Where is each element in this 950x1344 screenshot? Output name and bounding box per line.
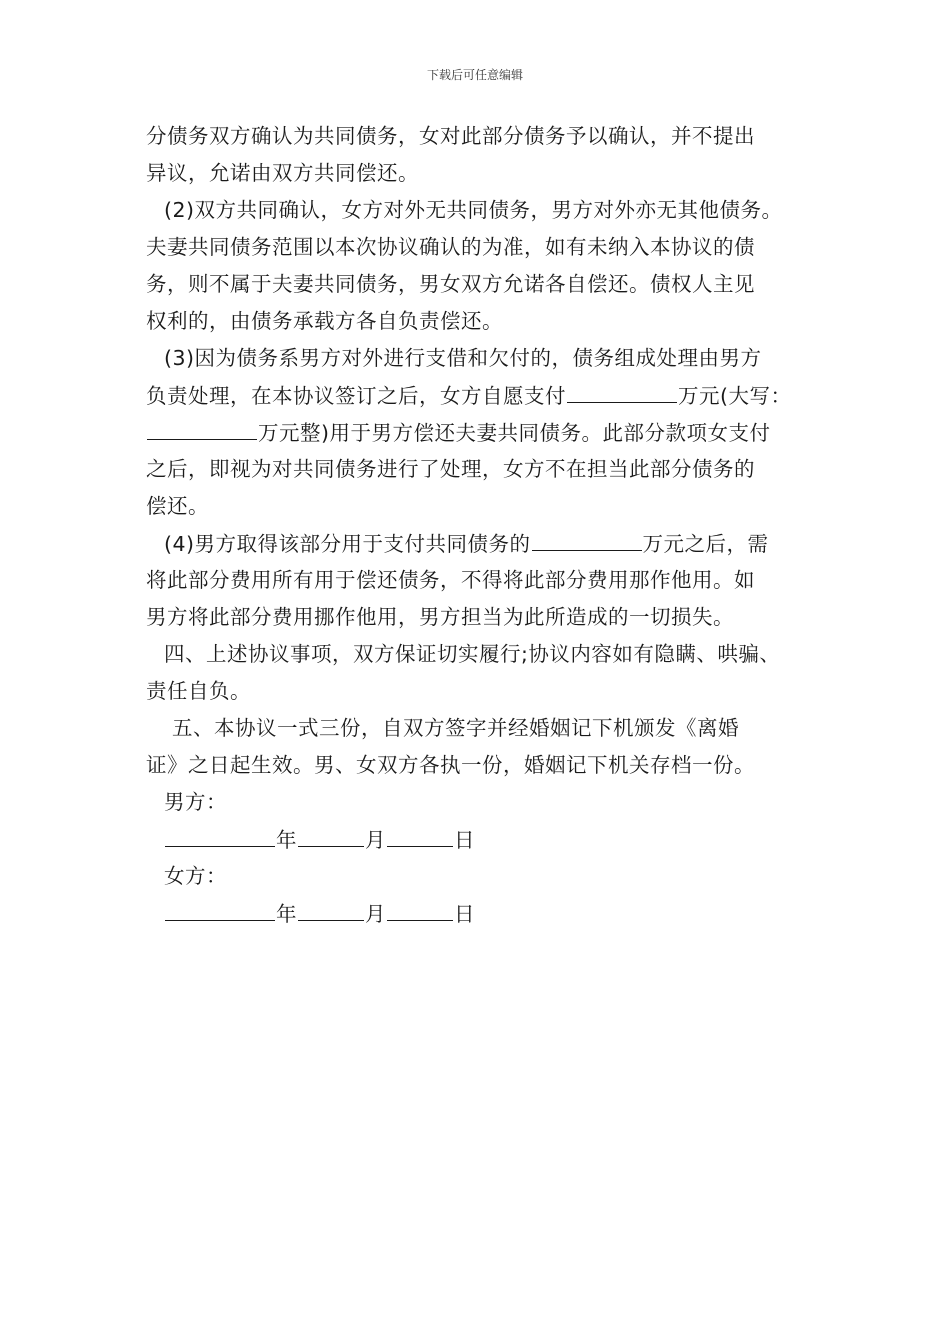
day-label: 日 (454, 828, 475, 852)
paragraph-line: 夫妻共同债务范围以本次协议确认的为准，如有未纳入本协议的债 (146, 235, 755, 259)
paragraph-line: (2)双方共同确认，女方对外无共同债务，男方对外亦无其他债务。 (164, 198, 783, 222)
amount-uppercase-blank (147, 417, 257, 440)
paragraph-line: 证》之日起生效。男、女双方各执一份，婚姻记下机关存档一份。 (146, 753, 755, 777)
year-label: 年 (276, 828, 297, 852)
line-text: 万元之后，需 (642, 532, 769, 556)
line-text: 负责处理，在本协议签订之后，女方自愿支付 (146, 384, 566, 408)
amount-blank (567, 380, 677, 403)
paragraph-line (146, 417, 836, 448)
male-signature-label: 男方： (164, 790, 227, 814)
paragraph-line: 分债务双方确认为共同债务，女对此部分债务予以确认，并不提出 (146, 124, 755, 148)
female-signature-label: 女方： (164, 864, 227, 888)
year-blank (165, 898, 275, 921)
paragraph-line: 权利的，由债务承载方各自负责偿还。 (146, 309, 503, 333)
day-blank (387, 898, 453, 921)
line-text: 万元(大写： (678, 384, 792, 408)
page-header-note: 下载后可任意编辑 (426, 68, 523, 82)
amount-blank (532, 528, 642, 551)
year-label: 年 (276, 902, 297, 926)
female-date-line (164, 898, 854, 929)
paragraph-line: 异议，允诺由双方共同偿还。 (146, 161, 419, 185)
paragraph-line: 责任自负。 (146, 679, 251, 703)
month-label: 月 (365, 828, 386, 852)
line-text: (4)男方取得该部分用于支付共同债务的 (164, 532, 531, 556)
paragraph-line: 务，则不属于夫妻共同债务，男女双方允诺各自偿还。债权人主见 (146, 272, 755, 296)
day-label: 日 (454, 902, 475, 926)
day-blank (387, 824, 453, 847)
paragraph-line (146, 380, 836, 411)
month-blank (298, 898, 364, 921)
month-blank (298, 824, 364, 847)
line-text: 万元整)用于男方偿还夫妻共同债务。此部分款项女支付 (258, 421, 771, 445)
month-label: 月 (365, 902, 386, 926)
paragraph-line: 之后，即视为对共同债务进行了处理，女方不在担当此部分债务的 (146, 457, 755, 481)
paragraph-line: (3)因为债务系男方对外进行支借和欠付的，债务组成处理由男方 (164, 346, 762, 370)
paragraph-line: 将此部分费用所有用于偿还债务，不得将此部分费用那作他用。如 (146, 568, 755, 592)
paragraph-line: 男方将此部分费用挪作他用，男方担当为此所造成的一切损失。 (146, 605, 734, 629)
paragraph-line (164, 528, 854, 559)
paragraph-line: 四、上述协议事项，双方保证切实履行;协议内容如有隐瞒、哄骗、 (164, 642, 781, 666)
male-date-line (164, 824, 854, 855)
paragraph-line: 五、本协议一式三份，自双方签字并经婚姻记下机颁发《离婚 (172, 716, 739, 740)
year-blank (165, 824, 275, 847)
paragraph-line: 偿还。 (146, 494, 209, 518)
